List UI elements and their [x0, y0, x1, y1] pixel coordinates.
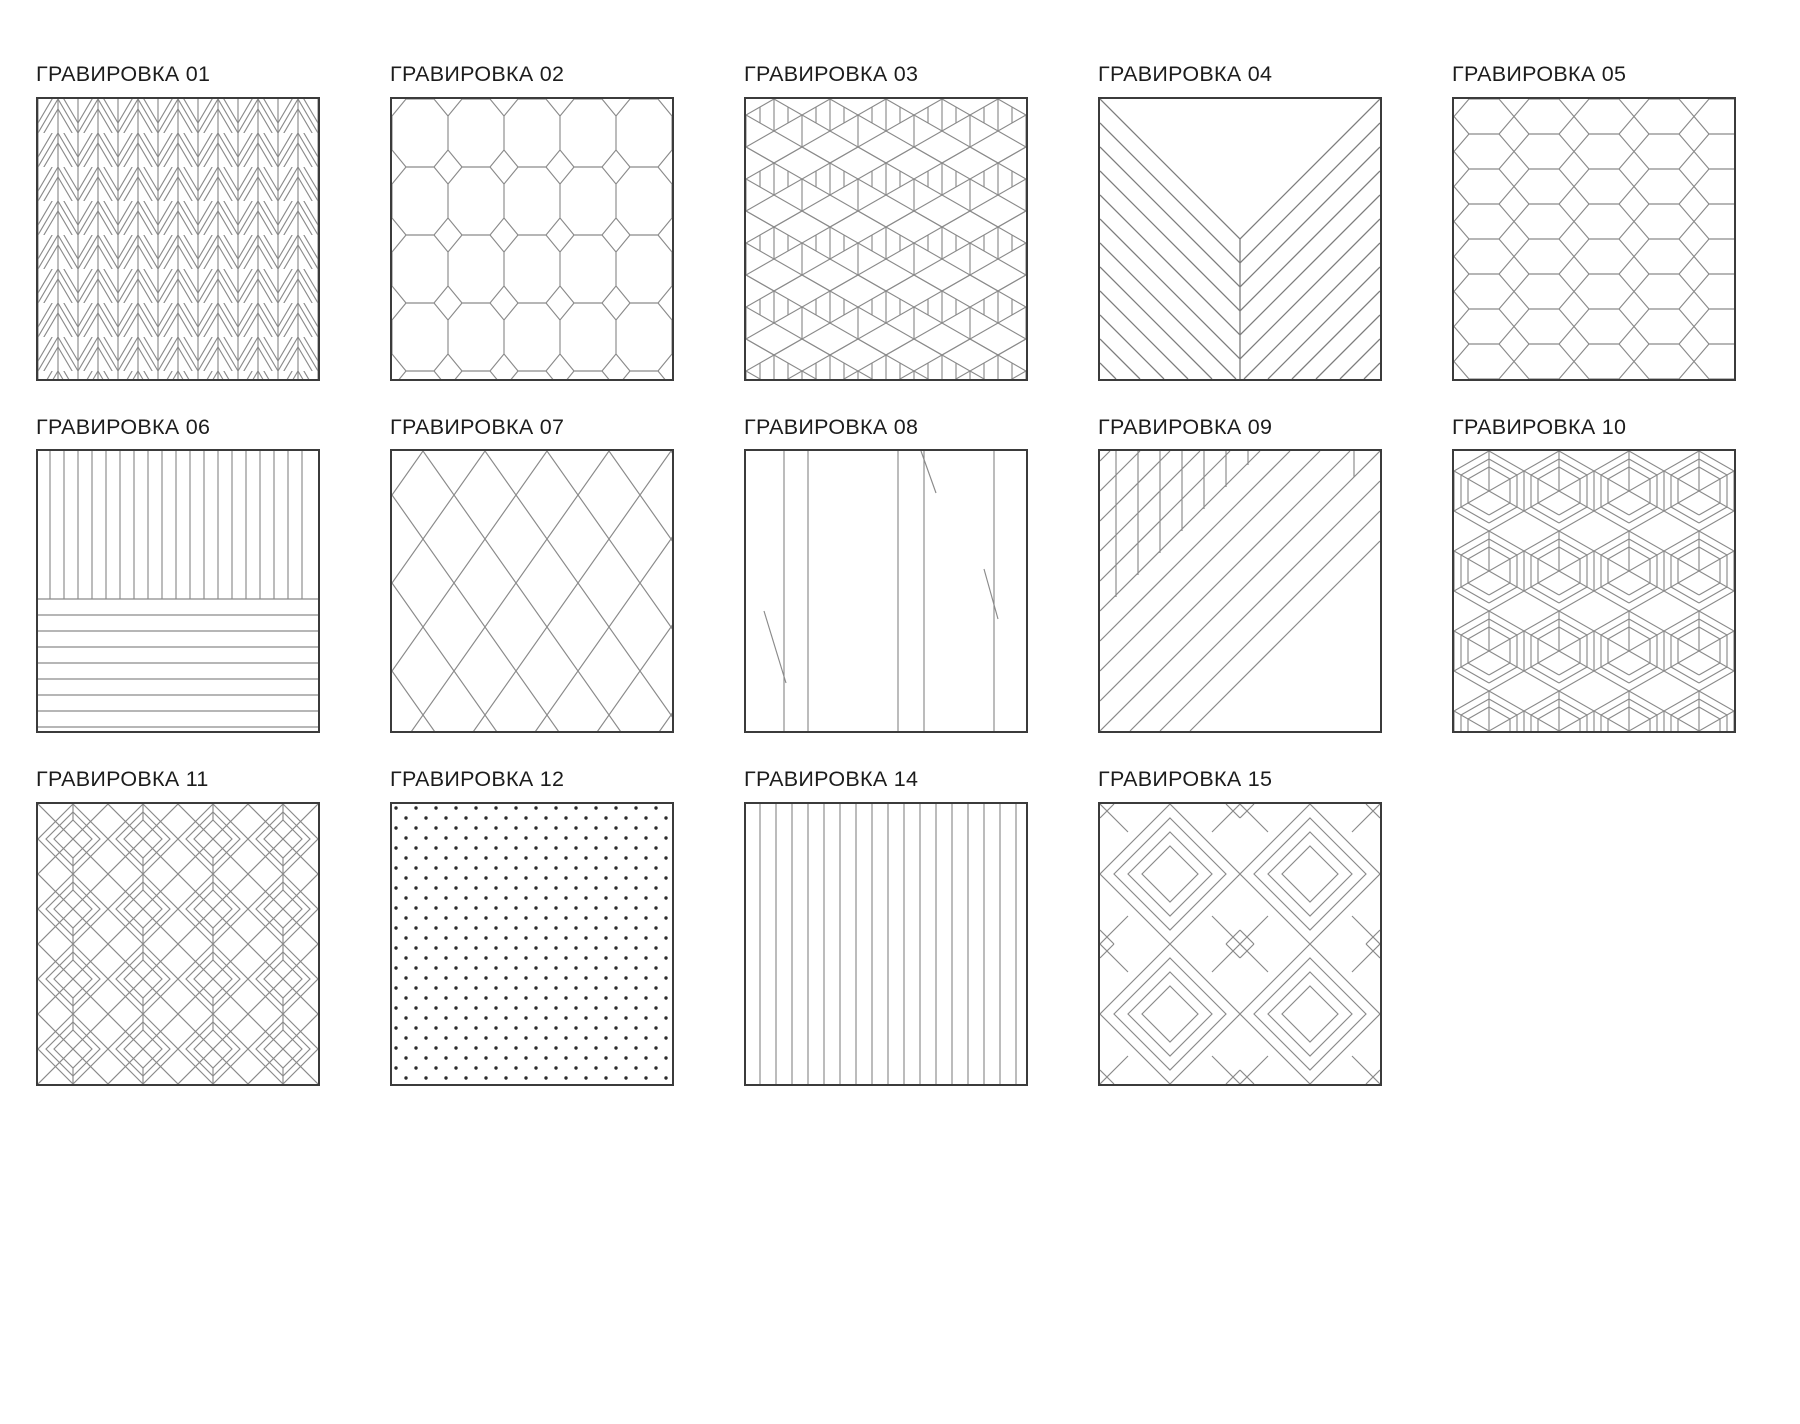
swatch-label: ГРАВИРОВКА 08	[744, 414, 919, 439]
swatch-preview-vertical-horizontal-stripes[interactable]	[36, 449, 320, 733]
swatch-card-12[interactable]	[390, 769, 694, 1086]
swatch-card-04[interactable]	[1098, 64, 1402, 381]
swatch-label: ГРАВИРОВКА 04	[1098, 62, 1273, 86]
swatch-label: ГРАВИРОВКА 14	[744, 767, 919, 791]
swatch-preview-sparse-vertical-lines[interactable]	[744, 449, 1028, 733]
swatch-label: ГРАВИРОВКА 07	[390, 414, 565, 439]
swatch-card-11[interactable]	[36, 769, 340, 1086]
swatch-preview-honeycomb-hexagon[interactable]	[1452, 97, 1736, 381]
swatch-label: ГРАВИРОВКА 03	[744, 62, 919, 86]
swatch-grid	[36, 64, 1800, 1086]
swatch-label: ГРАВИРОВКА 02	[390, 62, 565, 86]
swatch-preview-isometric-cubes[interactable]	[1452, 449, 1736, 733]
swatch-preview-dot-grid[interactable]	[390, 802, 674, 1086]
swatch-preview-nested-cube-diamonds[interactable]	[36, 802, 320, 1086]
swatch-card-02[interactable]	[390, 64, 694, 381]
swatch-label: ГРАВИРОВКА 01	[36, 62, 211, 86]
swatch-card-01[interactable]	[36, 64, 340, 381]
swatch-label: ГРАВИРОВКА 09	[1098, 414, 1273, 439]
swatch-label: ГРАВИРОВКА 10	[1452, 414, 1627, 439]
swatch-card-14[interactable]	[744, 769, 1048, 1086]
swatch-label: ГРАВИРОВКА 15	[1098, 767, 1273, 791]
swatch-label: ГРАВИРОВКА 11	[36, 767, 209, 791]
swatch-label: ГРАВИРОВКА 06	[36, 414, 211, 439]
swatch-preview-diamond-lattice[interactable]	[390, 449, 674, 733]
swatch-card-07[interactable]	[390, 414, 694, 734]
swatch-card-05[interactable]	[1452, 64, 1756, 381]
swatch-label: ГРАВИРОВКА 12	[390, 767, 565, 791]
swatch-preview-nested-diagonal-cross[interactable]	[1098, 97, 1382, 381]
swatch-card-03[interactable]	[744, 64, 1048, 381]
swatch-label: ГРАВИРОВКА 05	[1452, 62, 1627, 86]
swatch-card-10[interactable]	[1452, 414, 1756, 734]
swatch-preview-diagonal-stripes-corner[interactable]	[1098, 449, 1382, 733]
swatch-card-15[interactable]	[1098, 769, 1402, 1086]
swatch-preview-cube-star-rhombus[interactable]	[744, 97, 1028, 381]
swatch-preview-concentric-diamonds[interactable]	[1098, 802, 1382, 1086]
swatch-card-09[interactable]	[1098, 414, 1402, 734]
swatch-preview-elongated-hexagon[interactable]	[390, 97, 674, 381]
swatch-preview-chevron-herringbone[interactable]	[36, 97, 320, 381]
swatch-card-06[interactable]	[36, 414, 340, 734]
swatch-preview-vertical-lines[interactable]	[744, 802, 1028, 1086]
swatch-card-08[interactable]	[744, 414, 1048, 734]
